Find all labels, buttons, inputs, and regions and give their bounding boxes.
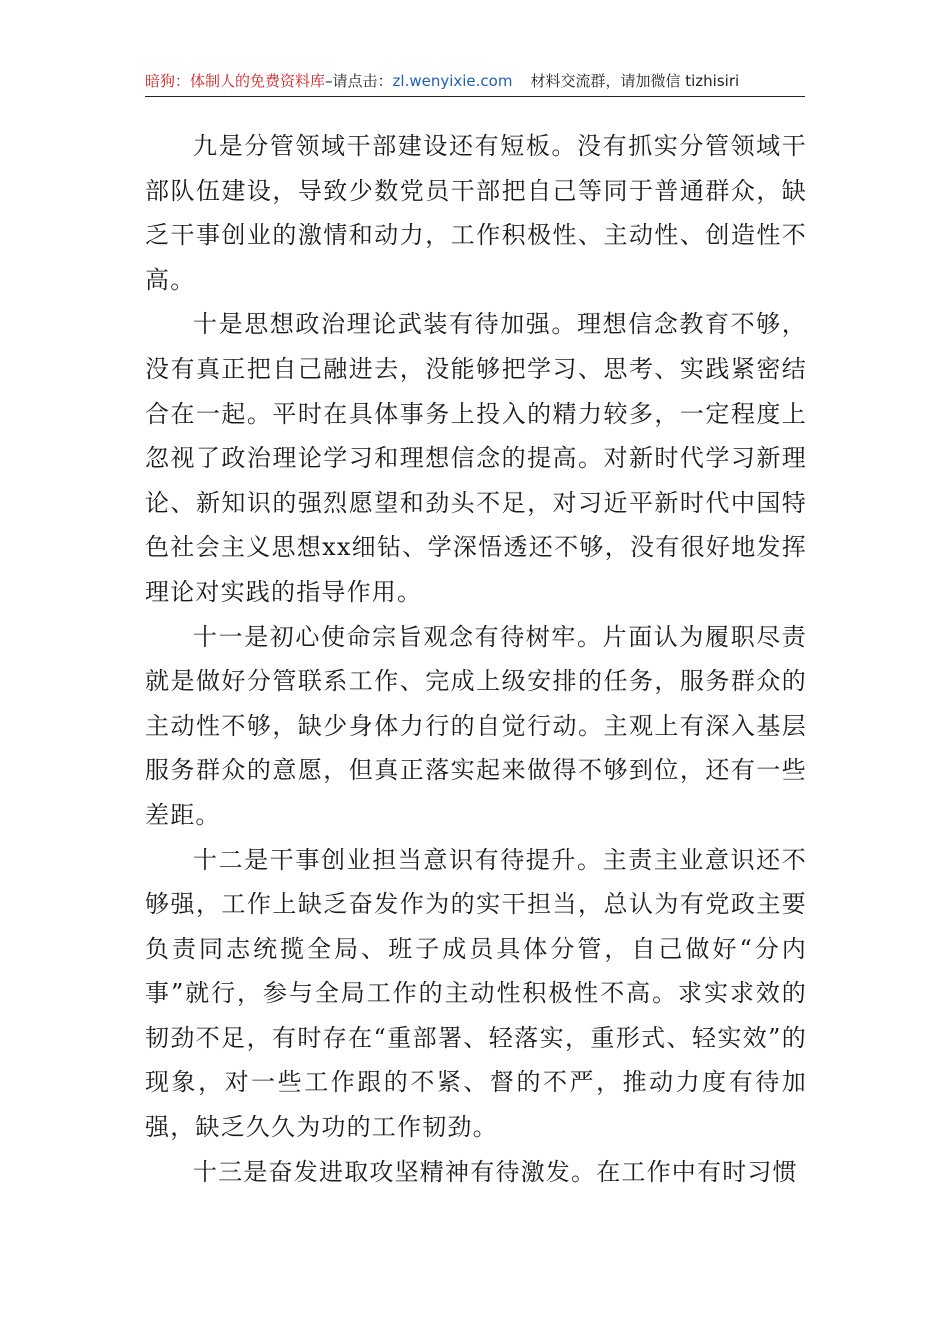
site-label: 暗狗：体制人的免费资料库 (145, 72, 326, 90)
document-body (145, 124, 807, 1194)
group-contact-text: 材料交流群，请加微信 tizhisiri (530, 72, 740, 90)
page-header (145, 66, 805, 97)
header-link[interactable]: zl.wenyixie.com (392, 72, 513, 90)
paragraph-12: 十二是干事创业担当意识有待提升。主责主业意识还不够强，工作上缺乏奋发作为的实干担当，总认为有党政主要负责同志统揽全局、班子成员具体分管，自己做好“分内事”就行，参与全局工作的主动性积极性不高。求实求效的韧劲不足，有时存在“重部署、轻落实，重形式、轻实效”的现象，对一些工作跟的不紧、督的不严，推动力度有待加强，缺乏久久为功的工作韧劲。 (145, 845, 807, 1142)
paragraph-10: 十是思想政治理论武装有待加强。理想信念教育不够，没有真正把自己融进去，没能够把学习、思考、实践紧密结合在一起。平时在具体事务上投入的精力较多，一定程度上忽视了政治理论学习和理想信念的提高。对新时代学习新理论、新知识的强烈愿望和劲头不足，对习近平新时代中国特色社会主义思想xx细钻、学深悟透还不够，没有很好地发挥理论对实践的指导作用。 (145, 310, 807, 606)
click-prompt: –请点击： (325, 72, 393, 90)
paragraph-11: 十一是初心使命宗旨观念有待树牢。片面认为履职尽责就是做好分管联系工作、完成上级安排的任务，服务群众的主动性不够，缺少身体力行的自觉行动。主观上有深入基层服务群众的意愿，但真正落实起来做得不够到位，还有一些差距。 (145, 622, 807, 829)
paragraph-9: 九是分管领域干部建设还有短板。没有抓实分管领域干部队伍建设，导致少数党员干部把自己等同于普通群众，缺乏干事创业的激情和动力，工作积极性、主动性、创造性不高。 (145, 132, 807, 294)
paragraph-13: 十三是奋发进取攻坚精神有待激发。在工作中有时习惯 (193, 1157, 798, 1186)
